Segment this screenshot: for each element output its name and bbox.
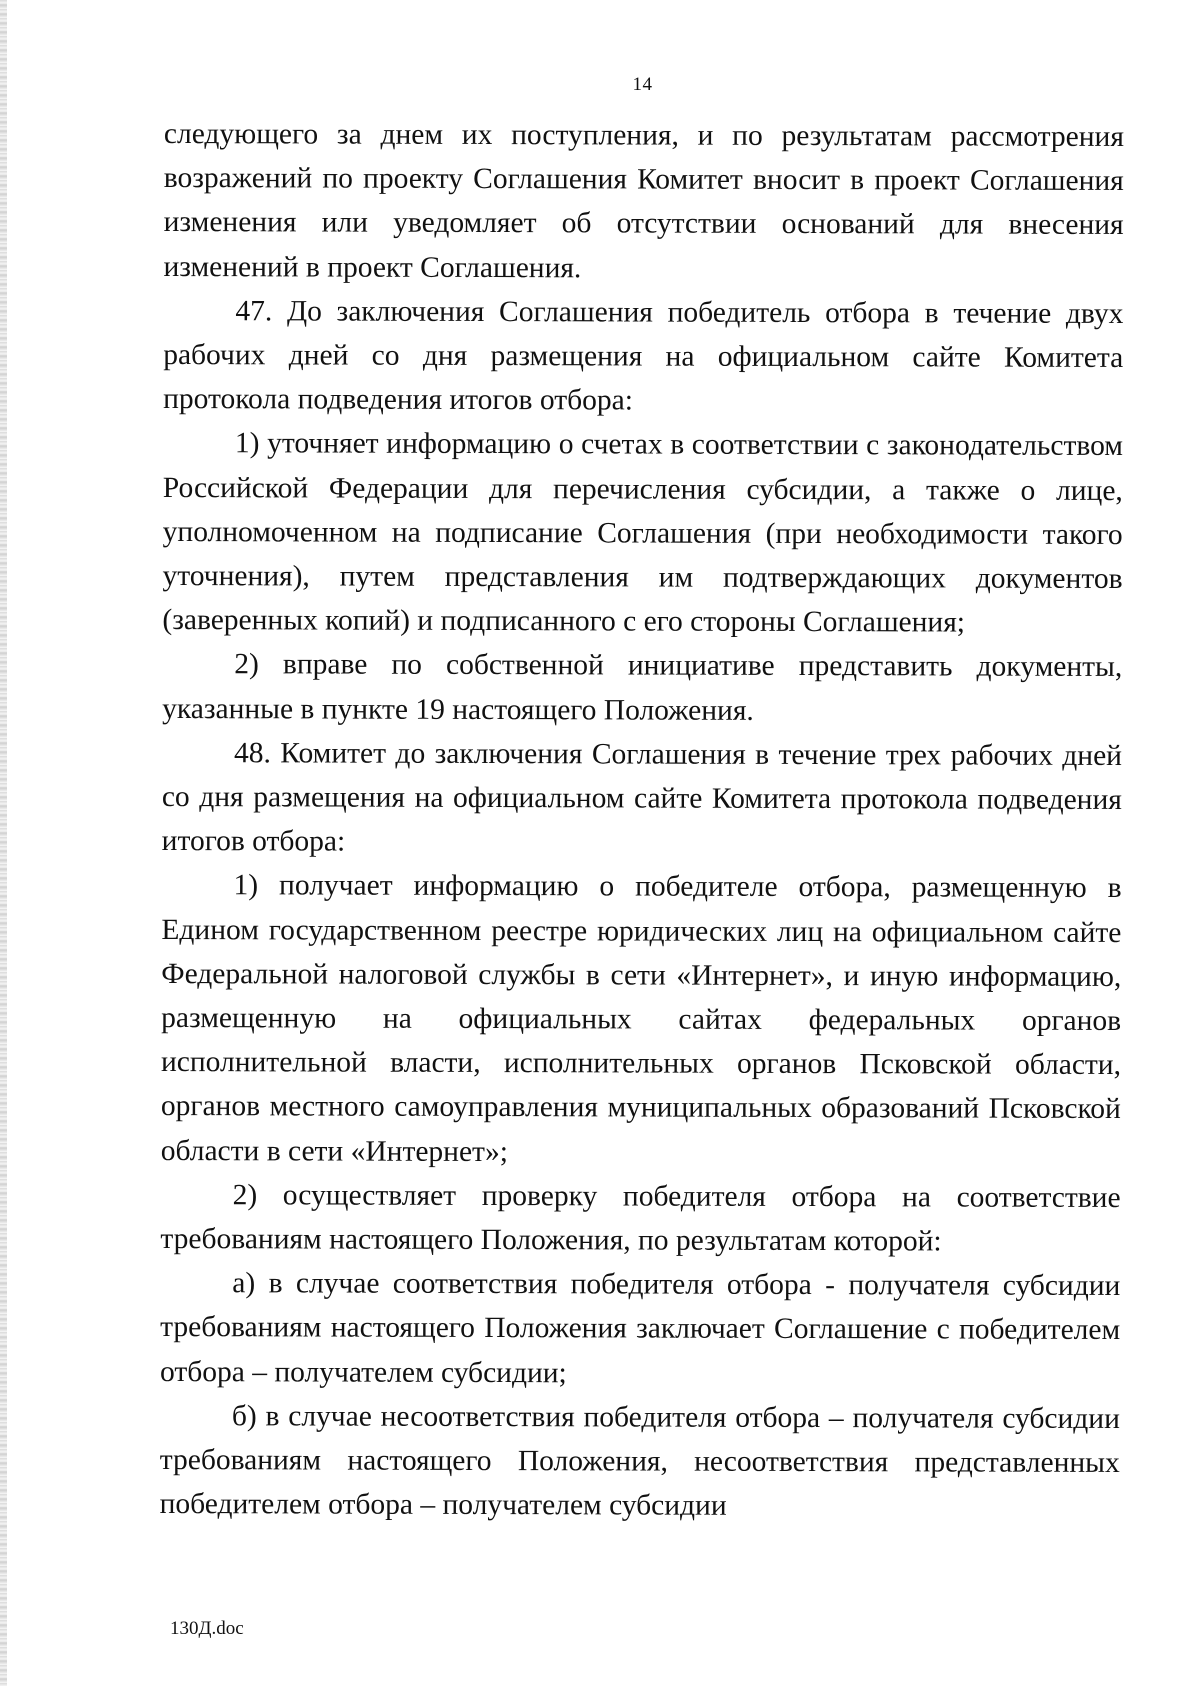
paragraph-48-item-1: 1) получает информацию о победителе отбора, размещенную в Едином государственном реестре юридических лиц на официальном сайте Федеральной налоговой службы в сети «Интернет», и иную информацию, размещенную на официальных сайтах федеральных органов исполнительной власти, исполнительных органов Псковской области, органов местного самоуправления муниципальных образований Псковской области в сети «Интернет»;	[160, 869, 1122, 1168]
paragraph-48-item-2: 2) осуществляет проверку победителя отбора на соответствие требованиям настоящего Положения, по результатам которой:	[160, 1179, 1121, 1258]
paragraph-48-item-2a: а) в случае соответствия победителя отбора - получателя субсидии требованиям настоящего Положения заключает Соглашение с победителем отбора – получателем субсидии;	[159, 1267, 1121, 1389]
paragraph-48-item-2b: б) в случае несоответствия победителя отбора – получателя субсидии требованиям настоящего Положения, несоответствия представленных победителем отбора – получателем субсидии	[159, 1400, 1120, 1523]
scan-edge	[0, 0, 7, 1686]
paragraph-47: 47. До заключения Соглашения победитель отбора в течение двух рабочих дней со дня размещения на официальном сайте Комитета протокола подведения итогов отбора:	[163, 295, 1124, 417]
page-number: 14	[632, 74, 653, 95]
footer-filename: 130Д.doc	[170, 1618, 244, 1639]
paragraph-48: 48. Комитет до заключения Соглашения в течение трех рабочих дней со дня размещения на официальном сайте Комитета протокола подведения итогов отбора:	[161, 737, 1123, 858]
document-body	[160, 112, 1124, 1530]
paragraph-47-item-2: 2) вправе по собственной инициативе представить документы, указанные в пункте 19 настоящего Положения.	[162, 648, 1123, 727]
paragraph-47-item-1: 1) уточняет информацию о счетах в соответствии с законодательством Российской Федерации для перечисления субсидии, а также о лице, уполномоченном на подписание Соглашения (при необходимости такого уточнения), путем представления им подтверждающих документов (заверенных копий) и подписанного с его стороны Соглашения;	[162, 427, 1124, 639]
paragraph-continuation: следующего за днем их поступления, и по результатам рассмотрения возражений по проекту Соглашения Комитет вносит в проект Соглашения изменения или уведомляет об отсутствии оснований для внесения изменений в проект Соглашения.	[163, 117, 1124, 284]
